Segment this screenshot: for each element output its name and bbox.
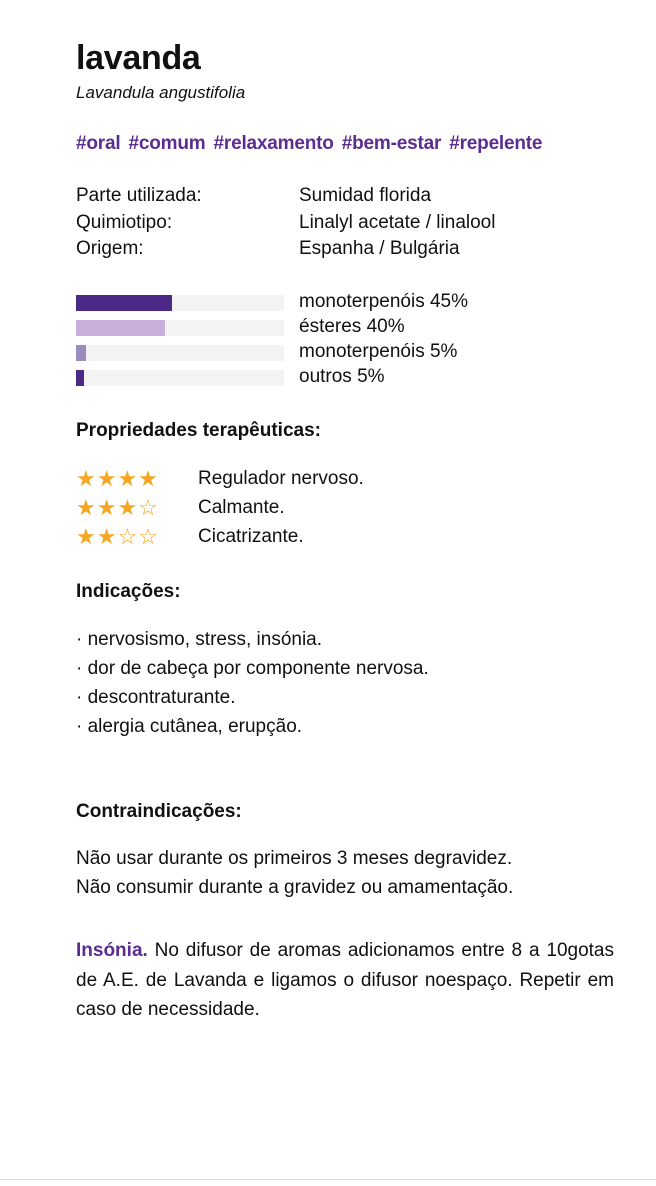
fact-value-origem: Espanha / Bulgária	[299, 237, 460, 259]
bar-label-esteres-40: ésteres 40%	[299, 316, 405, 338]
recipe-block	[76, 936, 622, 1024]
fact-table	[76, 183, 622, 262]
list-item: · dor de cabeça por componente nervosa.	[76, 658, 429, 680]
therapeutic-item	[76, 464, 622, 493]
list-item: · alergia cutânea, erupção.	[76, 716, 303, 738]
bar-label-outros-5: outros 5%	[299, 366, 385, 388]
therapeutic-list	[76, 464, 622, 551]
bar-label-monoterpenois-5: monoterpenóis 5%	[299, 341, 458, 363]
bar-fill-monoterpenois-45	[76, 295, 172, 311]
bar-track	[76, 345, 284, 361]
bar-fill-esteres-40	[76, 320, 165, 336]
recipe-text: No difusor de aromas adicionamos entre 8 a 10gotas de A.E. de Lavanda e ligamos o difusor noespaço. Repetir em caso de necessidade.	[76, 940, 614, 1021]
bar-label-monoterpenois-45: monoterpenóis 45%	[299, 291, 468, 313]
indications-list	[76, 625, 622, 741]
bar-fill-outros-5	[76, 370, 84, 386]
bar-track	[76, 295, 284, 311]
rating-stars-calmante: ★★★☆	[76, 494, 159, 520]
bar-track	[76, 320, 284, 336]
list-item: · descontraturante.	[76, 687, 236, 709]
fact-row	[76, 210, 622, 236]
fact-value-quimiotipo: Linalyl acetate / linalool	[299, 211, 496, 233]
rating-stars-cicatrizante: ★★☆☆	[76, 523, 159, 549]
fact-value-parte-utilizada: Sumidad florida	[299, 185, 432, 207]
tag-oral[interactable]: #oral	[76, 133, 121, 155]
bar-row	[76, 290, 622, 315]
tag-relaxamento[interactable]: #relaxamento	[213, 133, 334, 155]
spacer	[76, 741, 622, 771]
rating-stars-regulador-nervoso: ★★★★	[76, 465, 159, 491]
fact-row	[76, 183, 622, 209]
contraindication-line: Não usar durante os primeiros 3 meses degravidez.	[76, 848, 513, 870]
bar-row	[76, 315, 622, 340]
list-item: · nervosismo, stress, insónia.	[76, 629, 323, 651]
therapeutic-text-calmante: Calmante.	[198, 496, 285, 518]
bottom-divider	[0, 1179, 656, 1186]
recipe-title: Insónia.	[76, 940, 148, 962]
tag-bem-estar[interactable]: #bem-estar	[341, 133, 442, 155]
indications-heading: Indicações:	[76, 581, 181, 603]
bar-row	[76, 340, 622, 365]
fact-label-quimiotipo: Quimiotipo:	[76, 211, 173, 233]
composition-bar-chart	[76, 290, 622, 390]
latin-name: Lavandula angustifolia	[76, 83, 246, 103]
fact-row	[76, 236, 622, 262]
tag-comum[interactable]: #comum	[128, 133, 206, 155]
bar-track	[76, 370, 284, 386]
contraindications-heading: Contraindicações:	[76, 801, 242, 823]
fact-label-parte-utilizada: Parte utilizada:	[76, 185, 202, 207]
therapeutic-heading: Propriedades terapêuticas:	[76, 420, 321, 442]
contraindication-line: Não consumir durante a gravidez ou amamentação.	[76, 876, 514, 898]
tag-repelente[interactable]: #repelente	[449, 133, 543, 155]
therapeutic-item	[76, 493, 622, 522]
contraindications-text	[76, 845, 622, 902]
therapeutic-item	[76, 522, 622, 551]
page-title: lavanda	[76, 39, 201, 77]
tag-list	[76, 133, 622, 155]
bar-row	[76, 365, 622, 390]
therapeutic-text-regulador-nervoso: Regulador nervoso.	[198, 467, 364, 489]
bar-fill-monoterpenois-5	[76, 345, 86, 361]
fact-label-origem: Origem:	[76, 237, 144, 259]
therapeutic-text-cicatrizante: Cicatrizante.	[198, 525, 304, 547]
